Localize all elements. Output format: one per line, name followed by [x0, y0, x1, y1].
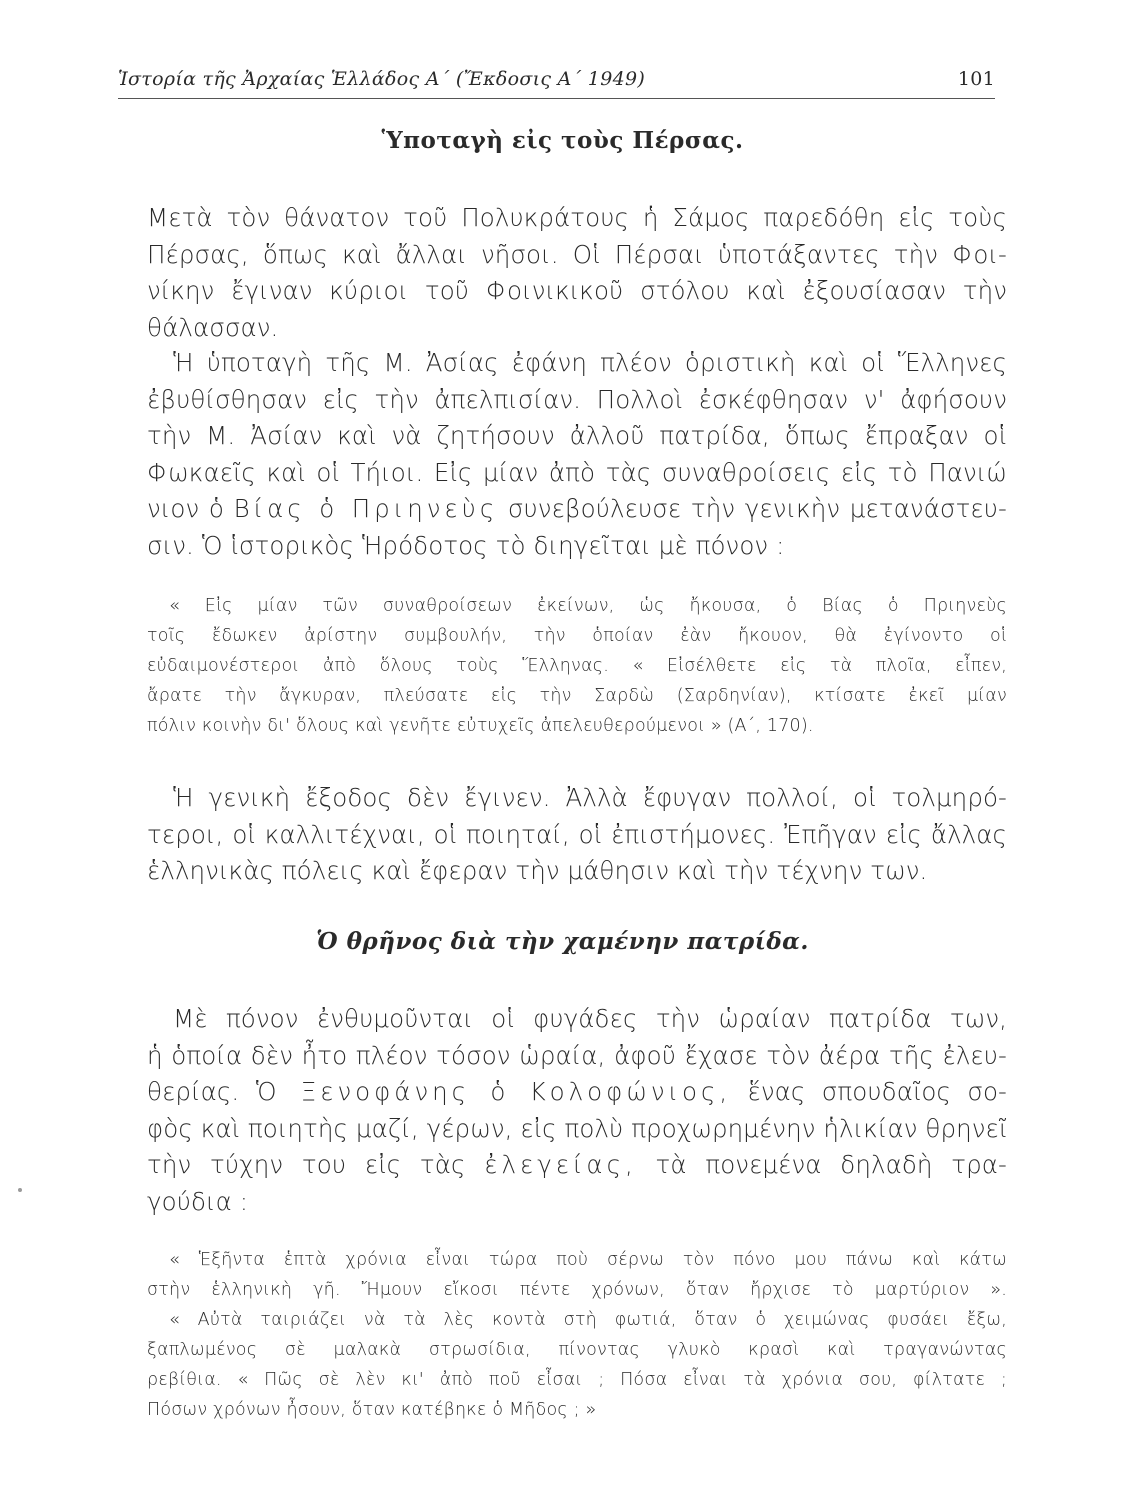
quote-line: « Αὐτὰ ταιριάζει νὰ τὰ λὲς κοντὰ στὴ φωτιά, ὅταν ὁ χειμώνας φυσάει ἔξω,	[169, 1310, 1007, 1330]
spaced-word-elegies: ἐλεγείας,	[484, 1150, 637, 1179]
paragraph-subjugation-1	[147, 200, 1007, 346]
paragraph-emigration	[147, 780, 1007, 890]
text-line-bias	[147, 491, 1007, 528]
text-line: Μετὰ τὸν θάνατον τοῦ Πολυκράτους ἡ Σάμος παρεδόθη εἰς τοὺς	[147, 203, 1007, 232]
text-line-elegies	[147, 1147, 1007, 1184]
line-prefix: τὴν τύχην του εἰς τὰς	[147, 1150, 485, 1179]
text-line: τὴν Μ. Ἀσίαν καὶ νὰ ζητήσουν ἀλλοῦ πατρίδα, ὅπως ἔπραξαν οἱ	[147, 421, 1007, 450]
paragraph-lament	[147, 1001, 1007, 1220]
text-line: τεροι, οἱ καλλιτέχναι, οἱ ποιηταί, οἱ ἐπιστήμονες. Ἐπῆγαν εἰς ἄλλας	[147, 819, 1007, 849]
section-heading-lament: Ὁ θρῆνος διὰ τὴν χαμένην πατρίδα.	[316, 928, 809, 955]
quote-line: τοῖς ἔδωκεν ἀρίστην συμβουλήν, τὴν ὁποίαν ἐὰν ἤκουον, θὰ ἐγίνοντο οἱ	[147, 626, 1007, 646]
line-prefix: θερίας.	[147, 1077, 256, 1106]
text-line: νίκην ἔγιναν κύριοι τοῦ Φοινικικοῦ στόλου καὶ ἐξουσίασαν τὴν	[147, 276, 1007, 305]
text-line-xenophanes	[147, 1074, 1007, 1111]
quote-line: « Ἑξῆντα ἑπτὰ χρόνια εἶναι τώρα ποὺ σέρνω τὸν πόνο μου πάνω καὶ κάτω	[169, 1250, 1007, 1270]
quote-line: εὐδαιμονέστεροι ἀπὸ ὅλους τοὺς Ἕλληνας. « Εἰσέλθετε εἰς τὰ πλοῖα, εἶπεν,	[147, 656, 1007, 676]
quote-line: πόλιν κοινὴν δι' ὅλους καὶ γενῆτε εὐτυχεῖς ἀπελευθερούμενοι » (Α΄, 170).	[147, 716, 814, 736]
line-prefix: νιον ὁ	[147, 494, 234, 523]
paragraph-subjugation-2	[147, 345, 1007, 564]
text-line: Πέρσας, ὅπως καὶ ἄλλαι νῆσοι. Οἱ Πέρσαι ὑποτάξαντες τὴν Φοι-	[147, 239, 1007, 269]
text-line: Ἡ γενικὴ ἔξοδος δὲν ἔγινεν. Ἀλλὰ ἔφυγαν πολλοί, οἱ τολμηρό-	[173, 783, 1007, 812]
quote-line: στὴν ἑλληνικὴ γῆ. Ἤμουν εἴκοσι πέντε χρόνων, ὅταν ἤρχισε τὸ μαρτύριον ».	[147, 1280, 1007, 1300]
book-title: Ἱστορία τῆς Ἀρχαίας Ἑλλάδος Α΄ (Ἔκδοσις Α΄ 1949)	[118, 68, 646, 90]
scan-speck	[18, 1188, 22, 1192]
quote-line: « Εἰς μίαν τῶν συναθροίσεων ἐκείνων, ὡς ἤκουσα, ὁ Βίας ὁ Πριηνεὺς	[169, 596, 1007, 616]
line-suffix: ἕνας σπουδαῖος σο-	[731, 1077, 1007, 1106]
xenophanes-quote	[147, 1245, 1007, 1425]
spaced-name-xenophanes: Ὁ Ξενοφάνης ὁ Κολοφώνιος,	[255, 1077, 732, 1106]
text-line: Φωκαεῖς καὶ οἱ Τήιοι. Εἰς μίαν ἀπὸ τὰς συναθροίσεις εἰς τὸ Πανιώ	[147, 457, 1007, 487]
herodotus-quote	[147, 591, 1007, 741]
text-line: φὸς καὶ ποιητὴς μαζί, γέρων, εἰς πολὺ προχωρημένην ἡλικίαν θρηνεῖ	[147, 1113, 1008, 1143]
text-line: Μὲ πόνον ἐνθυμοῦνται οἱ φυγάδες τὴν ὡραίαν πατρίδα των,	[173, 1004, 1007, 1033]
quote-line: Πόσων χρόνων ἦσουν, ὅταν κατέβηκε ὁ Μῆδος ; »	[147, 1400, 597, 1420]
spaced-name-bias: Βίας ὁ Πριηνεὺς	[233, 494, 499, 523]
quote-line: ρεβίθια. « Πῶς σὲ λὲν κι' ἀπὸ ποῦ εἶσαι ; Πόσα εἶναι τὰ χρόνια σου, φίλτατε ;	[147, 1370, 1007, 1390]
section-heading-subjugation: Ὑποταγὴ εἰς τοὺς Πέρσας.	[381, 127, 744, 154]
quote-line: ἄρατε τὴν ἄγκυραν, πλεύσατε εἰς τὴν Σαρδὼ (Σαρδηνίαν), κτίσατε ἐκεῖ μίαν	[147, 686, 1007, 706]
text-line: θάλασσαν.	[147, 312, 279, 342]
quote-line: ξαπλωμένος σὲ μαλακὰ στρωσίδια, πίνοντας γλυκὸ κρασὶ καὶ τραγανώντας	[147, 1340, 1007, 1360]
text-line: ἡ ὁποία δὲν ἦτο πλέον τόσον ὡραία, ἀφοῦ ἔχασε τὸν ἀέρα τῆς ἐλευ-	[147, 1040, 1007, 1070]
text-line: Ἡ ὑποταγὴ τῆς Μ. Ἀσίας ἐφάνη πλέον ὁριστικὴ καὶ οἱ Ἕλληνες	[173, 348, 1007, 377]
text-line: ἑλληνικὰς πόλεις καὶ ἔφεραν τὴν μάθησιν καὶ τὴν τέχνην των.	[147, 856, 928, 885]
text-line: γούδια :	[147, 1186, 249, 1216]
running-header	[118, 58, 995, 99]
line-suffix: συνεβούλευσε τὴν γενικὴν μετανάστευ-	[498, 494, 1007, 523]
page-number: 101	[957, 68, 995, 90]
line-suffix: τὰ πονεμένα δηλαδὴ τρα-	[636, 1150, 1007, 1179]
text-line: ἐβυθίσθησαν εἰς τὴν ἀπελπισίαν. Πολλοὶ ἐσκέφθησαν ν' ἀφήσουν	[147, 384, 1007, 414]
text-line: σιν. Ὁ ἱστορικὸς Ἡρόδοτος τὸ διηγεῖται μὲ πόνον :	[147, 530, 785, 560]
